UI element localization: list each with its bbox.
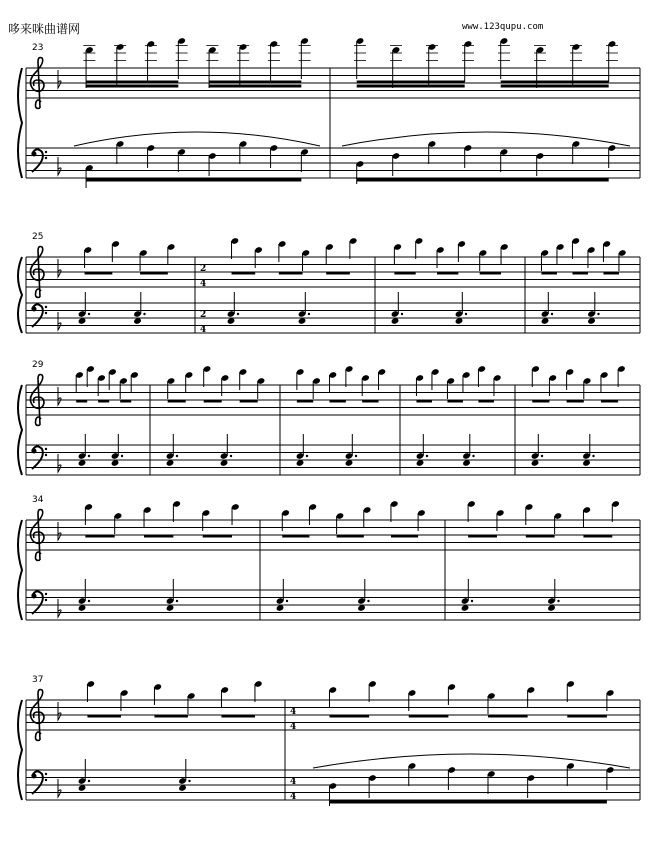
flat-key-signature-icon [58, 259, 61, 277]
system-1 [18, 37, 640, 188]
slur [342, 132, 630, 146]
dot [143, 313, 145, 315]
flat-key-signature-icon [58, 312, 61, 330]
slur [313, 754, 630, 768]
dot [121, 455, 123, 457]
measure-number: 34 [32, 495, 44, 505]
dot [592, 455, 594, 457]
system-2 [18, 232, 640, 335]
bass-clef-icon [32, 594, 37, 599]
dot [465, 313, 467, 315]
dot [472, 455, 474, 457]
dot [308, 313, 310, 315]
dot [88, 455, 90, 457]
dot [541, 455, 543, 457]
time-signature-top: 4 [290, 707, 297, 717]
system-5 [18, 675, 640, 806]
flat-key-signature-icon [58, 779, 61, 797]
dot [401, 313, 403, 315]
dot [88, 313, 90, 315]
flat-key-signature-icon [58, 454, 61, 472]
bass-clef-icon [32, 774, 37, 779]
bass-clef-dot [45, 151, 47, 153]
time-signature-top: 4 [290, 777, 297, 787]
dot [306, 455, 308, 457]
dot [88, 600, 90, 602]
site-name: 哆来咪曲谱网 [8, 22, 81, 36]
dot [230, 455, 232, 457]
bass-clef-dot [45, 599, 47, 601]
dot [471, 600, 473, 602]
bass-clef-dot [45, 454, 47, 456]
dot [551, 313, 553, 315]
time-signature-top: 2 [200, 264, 207, 274]
flat-key-signature-icon [58, 522, 61, 540]
flat-key-signature-icon [58, 702, 61, 720]
measure-number: 25 [32, 232, 44, 242]
time-signature-bottom: 4 [290, 722, 297, 732]
time-signature-top: 2 [200, 310, 207, 320]
dot [426, 455, 428, 457]
bass-clef-dot [45, 448, 47, 450]
bass-clef-icon [32, 307, 37, 312]
bass-clef-dot [45, 779, 47, 781]
brace [18, 68, 22, 178]
dot [367, 600, 369, 602]
brace [18, 257, 22, 333]
dot [188, 780, 190, 782]
measure-number: 29 [32, 360, 44, 370]
bass-clef-dot [45, 157, 47, 159]
time-signature-bottom: 4 [200, 325, 207, 335]
brace [18, 700, 22, 800]
bass-clef-dot [45, 593, 47, 595]
flat-key-signature-icon [58, 70, 61, 88]
flat-key-signature-icon [58, 157, 61, 175]
measure-number: 37 [32, 675, 44, 685]
system-3 [18, 360, 640, 475]
brace [18, 520, 22, 620]
flat-key-signature-icon [58, 387, 61, 405]
site-url: www.123qupu.com [462, 22, 544, 32]
dot [176, 455, 178, 457]
dot [176, 600, 178, 602]
system-4 [18, 495, 640, 620]
bass-clef-icon [32, 449, 37, 454]
bass-clef-icon [32, 152, 37, 157]
dot [355, 455, 357, 457]
dot [88, 780, 90, 782]
dot [286, 600, 288, 602]
time-signature-bottom: 4 [200, 279, 207, 289]
time-signature-bottom: 4 [290, 792, 297, 802]
bass-clef-dot [45, 773, 47, 775]
dot [237, 313, 239, 315]
bass-clef-dot [45, 312, 47, 314]
flat-key-signature-icon [58, 599, 61, 617]
dot [597, 313, 599, 315]
dot [557, 600, 559, 602]
slur [74, 132, 320, 146]
measure-number: 23 [32, 43, 44, 53]
brace [18, 385, 22, 475]
bass-clef-dot [45, 306, 47, 308]
